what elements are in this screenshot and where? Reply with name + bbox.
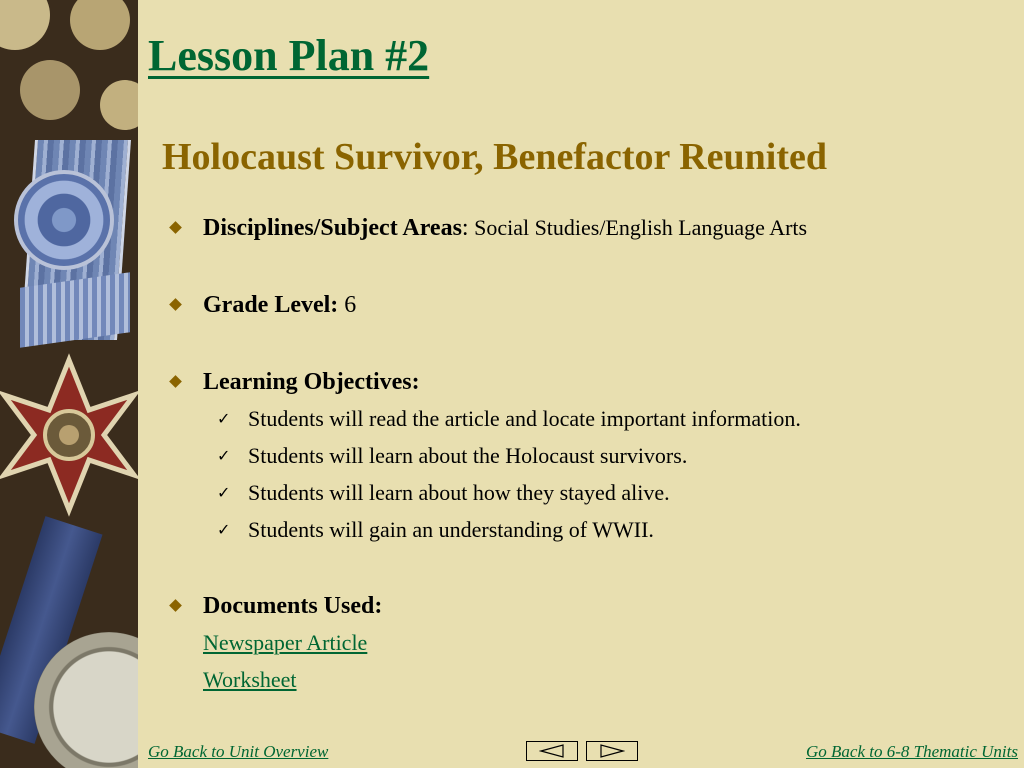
disciplines-separator: : [461, 215, 469, 241]
unit-overview-link[interactable]: Go Back to Unit Overview [148, 742, 329, 761]
objective-item [168, 400, 1008, 437]
newspaper-article-link[interactable]: Newspaper Article [203, 630, 368, 655]
objective-text: Students will learn about the Holocaust survivors. [248, 443, 688, 468]
triangle-right-icon [599, 744, 625, 758]
checkmark-icon: ✓ [217, 409, 231, 428]
objective-item [168, 511, 1008, 548]
objectives-label: Learning Objectives: [203, 369, 420, 395]
bullet-grade-level [168, 287, 1008, 323]
checkmark-icon: ✓ [217, 483, 231, 502]
checkmark-icon: ✓ [217, 520, 231, 539]
grade-value: 6 [338, 292, 357, 318]
bullet-disciplines [168, 210, 1008, 246]
slide-content [138, 0, 1024, 768]
medal-cross-icon [0, 350, 138, 520]
diamond-bullet-icon [169, 298, 182, 311]
objective-text: Students will read the article and locate important information. [248, 406, 801, 431]
diamond-bullet-icon [169, 375, 182, 388]
page-title: Lesson Plan #2 [148, 31, 430, 80]
objective-text: Students will gain an understanding of WWII. [248, 517, 654, 542]
bullet-documents-used [168, 588, 1008, 624]
thematic-units-link[interactable]: Go Back to 6-8 Thematic Units [806, 742, 1018, 761]
rosette-graphic [14, 170, 114, 270]
disciplines-value: Social Studies/English Language Arts [468, 215, 808, 240]
worksheet-link[interactable]: Worksheet [203, 667, 297, 692]
diamond-bullet-icon [169, 221, 182, 234]
next-slide-button[interactable] [586, 741, 638, 761]
objective-item [168, 474, 1008, 511]
objective-text: Students will learn about how they stayed alive. [248, 480, 670, 505]
lesson-subtitle: Holocaust Survivor, Benefactor Reunited [162, 136, 827, 178]
triangle-left-icon [539, 744, 565, 758]
checkmark-icon: ✓ [217, 446, 231, 465]
objective-item [168, 437, 1008, 474]
decorative-medal-image [0, 0, 138, 768]
disciplines-label: Disciplines/Subject Areas [203, 215, 462, 241]
bullet-learning-objectives [168, 364, 1008, 400]
grade-label: Grade Level: [203, 292, 339, 318]
diamond-bullet-icon [169, 599, 182, 612]
bullet-list [168, 210, 1008, 698]
slide-navigation [526, 741, 638, 761]
previous-slide-button[interactable] [526, 741, 578, 761]
documents-label: Documents Used: [203, 593, 383, 619]
